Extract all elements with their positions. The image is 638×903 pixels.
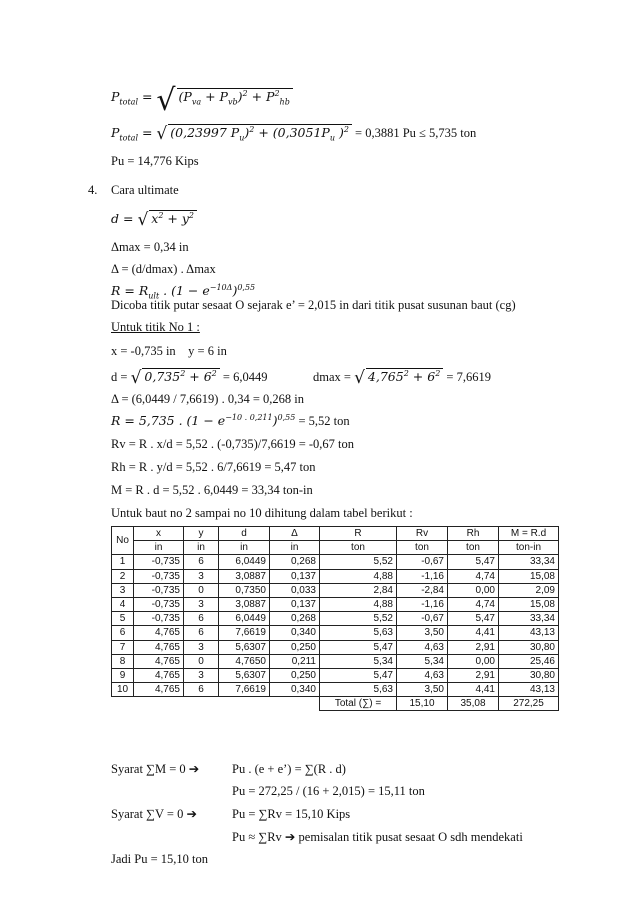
table-cell: 4,765 — [134, 668, 184, 682]
table-cell: 33,34 — [499, 555, 559, 569]
empty-cell — [219, 697, 270, 711]
table-cell: -2,84 — [397, 583, 448, 597]
table-cell: 0,268 — [270, 555, 320, 569]
table-row — [112, 597, 559, 611]
table-cell: 7,6619 — [219, 683, 270, 697]
table-cell: 0,250 — [270, 668, 320, 682]
table-body — [112, 527, 559, 711]
table-cell: 0,211 — [270, 654, 320, 668]
dmax-text: Δmax = 0,34 in — [111, 240, 189, 254]
table-cell: 3 — [184, 640, 219, 654]
table-cell: 0,250 — [270, 640, 320, 654]
table-cell: 2 — [112, 569, 134, 583]
table-cell: 5,34 — [320, 654, 397, 668]
dmax-calc-radicand: $4,765^2 + 6^2$ — [366, 368, 443, 384]
ptotal-numeric-radicand: (0,23997 $P_u)^2 + (0,3051P_u$ )$^2$ — [168, 124, 352, 140]
sqrt-symbol: √ — [137, 210, 149, 230]
table-cell: 0,137 — [270, 597, 320, 611]
section-number: 4. — [88, 183, 98, 197]
m-calc: M = R . d = 5,52 . 6,0449 = 33,34 ton-in — [111, 483, 313, 497]
ptotal-radicand: $(P_{va} + P_{vb})^2 + P^2_{hb}$ — [177, 88, 293, 104]
table-cell: 4,765 — [134, 683, 184, 697]
table-row — [112, 640, 559, 654]
header-cell: Rv — [397, 527, 448, 541]
d-lhs: d = — [111, 211, 138, 226]
table-cell: 3 — [184, 668, 219, 682]
table-cell: 4,88 — [320, 597, 397, 611]
table-cell: 10 — [112, 683, 134, 697]
table-row — [112, 555, 559, 569]
table-cell: 0,7350 — [219, 583, 270, 597]
table-cell: -0,67 — [397, 612, 448, 626]
table-cell: 33,34 — [499, 612, 559, 626]
table-row — [112, 683, 559, 697]
table-cell: 3 — [184, 597, 219, 611]
table-cell: 6 — [184, 612, 219, 626]
unit-cell: ton — [320, 541, 397, 555]
table-cell: -0,735 — [134, 569, 184, 583]
header-no: No — [112, 527, 134, 555]
table-cell: 4,74 — [448, 569, 499, 583]
d-formula — [111, 210, 197, 230]
bolt-table — [111, 526, 559, 711]
table-cell: 2,91 — [448, 668, 499, 682]
unit-cell: ton-in — [499, 541, 559, 555]
table-cell: 4,765 — [134, 640, 184, 654]
table-cell: 5,47 — [320, 640, 397, 654]
conclusion: Jadi Pu = 15,10 ton — [111, 852, 208, 866]
table-cell: 5,52 — [320, 612, 397, 626]
total-cell: 35,08 — [448, 697, 499, 711]
table-cell: 3 — [184, 569, 219, 583]
dicoba-text: Dicoba titik putar sesaat O sejarak e’ = 2,015 in dari titik pusat susunan baut (cg) — [111, 298, 516, 312]
sqrt-symbol: √ — [156, 83, 176, 118]
table-cell: 5 — [112, 612, 134, 626]
syarat-m-line2: Pu = 272,25 / (16 + 2,015) = 15,11 ton — [232, 784, 425, 798]
table-row — [112, 583, 559, 597]
table-cell: 43,13 — [499, 683, 559, 697]
table-cell: 0 — [184, 583, 219, 597]
table-cell: 5,47 — [448, 612, 499, 626]
table-cell: 6 — [184, 626, 219, 640]
table-cell: 7 — [112, 640, 134, 654]
table-cell: 5,47 — [448, 555, 499, 569]
section-title: Cara ultimate — [111, 183, 179, 197]
dmax-calc-post: = 7,6619 — [443, 370, 491, 384]
table-cell: 0,340 — [270, 626, 320, 640]
table-cell: 0 — [184, 654, 219, 668]
table-cell: -1,16 — [397, 597, 448, 611]
syarat-v-line2: Pu ≈ ∑Rv ➔ pemisalan titik pusat sesaat O sdh mendekati — [232, 830, 523, 844]
ptotal-formula — [111, 83, 293, 118]
sqrt-symbol: √ — [354, 368, 365, 388]
table-cell: -0,67 — [397, 555, 448, 569]
table-cell: 0,00 — [448, 654, 499, 668]
empty-cell — [112, 697, 134, 711]
table-cell: 5,63 — [320, 626, 397, 640]
table-cell: 0,340 — [270, 683, 320, 697]
table-row — [112, 612, 559, 626]
ptotal-numeric — [111, 124, 477, 144]
titik-title: Untuk titik No 1 : — [111, 320, 200, 334]
table-cell: 5,6307 — [219, 668, 270, 682]
table-cell: -0,735 — [134, 612, 184, 626]
table-cell: 3,0887 — [219, 569, 270, 583]
table-cell: 4,765 — [134, 626, 184, 640]
ptotal-lhs-2: $P_{total}$ = — [111, 125, 157, 143]
table-cell: 4,63 — [397, 640, 448, 654]
syarat-m-line1: Pu . (e + e’) = ∑(R . d) — [232, 762, 346, 776]
table-total-row — [112, 697, 559, 711]
table-cell: 1 — [112, 555, 134, 569]
table-cell: 30,80 — [499, 668, 559, 682]
table-cell: 25,46 — [499, 654, 559, 668]
dmax-calc — [313, 368, 491, 388]
table-cell: 30,80 — [499, 640, 559, 654]
table-row — [112, 569, 559, 583]
syarat-v-label: Syarat ∑V = 0 ➔ — [111, 807, 197, 821]
rh-calc: Rh = R . y/d = 5,52 . 6/7,6619 = 5,47 ton — [111, 460, 316, 474]
d-radicand: $x^2 + y^2$ — [149, 210, 197, 226]
header-cell: Rh — [448, 527, 499, 541]
table-cell: 6,0449 — [219, 555, 270, 569]
unit-cell: in — [270, 541, 320, 555]
delta-definition: Δ = (d/dmax) . Δmax — [111, 262, 216, 276]
table-cell: -0,735 — [134, 555, 184, 569]
table-cell: 7,6619 — [219, 626, 270, 640]
table-cell: 0,00 — [448, 583, 499, 597]
unit-cell: in — [184, 541, 219, 555]
r-calc — [111, 414, 350, 428]
table-cell: 4,88 — [320, 569, 397, 583]
table-cell: 15,08 — [499, 597, 559, 611]
table-cell: 4,7650 — [219, 654, 270, 668]
empty-cell — [134, 697, 184, 711]
header-cell: x — [134, 527, 184, 541]
table-header-row — [112, 527, 559, 541]
r-calc-post: = 5,52 ton — [295, 414, 350, 428]
table-cell: 5,47 — [320, 668, 397, 682]
syarat-m-label: Syarat ∑M = 0 ➔ — [111, 762, 200, 776]
table-row — [112, 654, 559, 668]
table-cell: 4,74 — [448, 597, 499, 611]
xy-line: x = -0,735 in y = 6 in — [111, 344, 227, 358]
header-cell: y — [184, 527, 219, 541]
d-calc — [111, 368, 268, 388]
ptotal-lhs: $P_{total}$ = — [111, 89, 157, 107]
empty-cell — [270, 697, 320, 711]
table-row — [112, 668, 559, 682]
table-cell: 0,137 — [270, 569, 320, 583]
table-cell: -1,16 — [397, 569, 448, 583]
table-cell: 6,0449 — [219, 612, 270, 626]
table-cell: 2,09 — [499, 583, 559, 597]
delta-calc: Δ = (6,0449 / 7,6619) . 0,34 = 0,268 in — [111, 392, 304, 406]
table-cell: 43,13 — [499, 626, 559, 640]
table-cell: 4,765 — [134, 654, 184, 668]
sqrt-symbol: √ — [156, 124, 168, 144]
table-cell: 4 — [112, 597, 134, 611]
unit-cell: in — [134, 541, 184, 555]
table-cell: 6 — [184, 683, 219, 697]
table-cell: 9 — [112, 668, 134, 682]
total-cell: 15,10 — [397, 697, 448, 711]
table-cell: 2,84 — [320, 583, 397, 597]
table-intro: Untuk baut no 2 sampai no 10 dihitung dalam tabel berikut : — [111, 506, 413, 520]
table-cell: 5,63 — [320, 683, 397, 697]
header-cell: Δ — [270, 527, 320, 541]
table-cell: 2,91 — [448, 640, 499, 654]
d-calc-radicand: $0,735^2 + 6^2$ — [142, 368, 219, 384]
total-label: Total (∑) = — [320, 697, 397, 711]
unit-cell: in — [219, 541, 270, 555]
table-cell: 0,268 — [270, 612, 320, 626]
syarat-v-line1: Pu = ∑Rv = 15,10 Kips — [232, 807, 351, 821]
table-unit-row — [112, 541, 559, 555]
table-cell: 6 — [184, 555, 219, 569]
table-cell: -0,735 — [134, 597, 184, 611]
header-cell: R — [320, 527, 397, 541]
table-cell: 4,63 — [397, 668, 448, 682]
table-cell: 4,41 — [448, 626, 499, 640]
d-calc-pre: d = — [111, 370, 131, 384]
table-cell: 5,52 — [320, 555, 397, 569]
r-calc-expr: R = 5,735 . $(1 - e^{-10 . 0,211})^{0,55}$ — [111, 412, 296, 428]
table-row — [112, 626, 559, 640]
table-cell: 15,08 — [499, 569, 559, 583]
table-cell: 3,50 — [397, 683, 448, 697]
unit-cell: ton — [397, 541, 448, 555]
table-cell: 5,6307 — [219, 640, 270, 654]
table-cell: 4,41 — [448, 683, 499, 697]
r-formula: $R = R_{ult}$ . $(1 - e^{-10\Delta})^{0,55}$ — [111, 282, 256, 301]
table-cell: 0,033 — [270, 583, 320, 597]
header-cell: M = R.d — [499, 527, 559, 541]
rv-calc: Rv = R . x/d = 5,52 . (-0,735)/7,6619 = -0,67 ton — [111, 437, 355, 451]
table-cell: 8 — [112, 654, 134, 668]
table-cell: 6 — [112, 626, 134, 640]
total-cell: 272,25 — [499, 697, 559, 711]
ptotal-numeric-result: = 0,3881 Pu ≤ 5,735 ton — [351, 126, 477, 140]
unit-cell: ton — [448, 541, 499, 555]
table-cell: 3,50 — [397, 626, 448, 640]
dmax-calc-pre: dmax = — [313, 370, 355, 384]
header-cell: d — [219, 527, 270, 541]
table-cell: 3 — [112, 583, 134, 597]
sqrt-symbol: √ — [130, 368, 142, 388]
table-cell: 5,34 — [397, 654, 448, 668]
pu-result: Pu = 14,776 Kips — [111, 154, 199, 168]
d-calc-post: = 6,0449 — [219, 370, 268, 384]
empty-cell — [184, 697, 219, 711]
table-cell: -0,735 — [134, 583, 184, 597]
table-cell: 3,0887 — [219, 597, 270, 611]
